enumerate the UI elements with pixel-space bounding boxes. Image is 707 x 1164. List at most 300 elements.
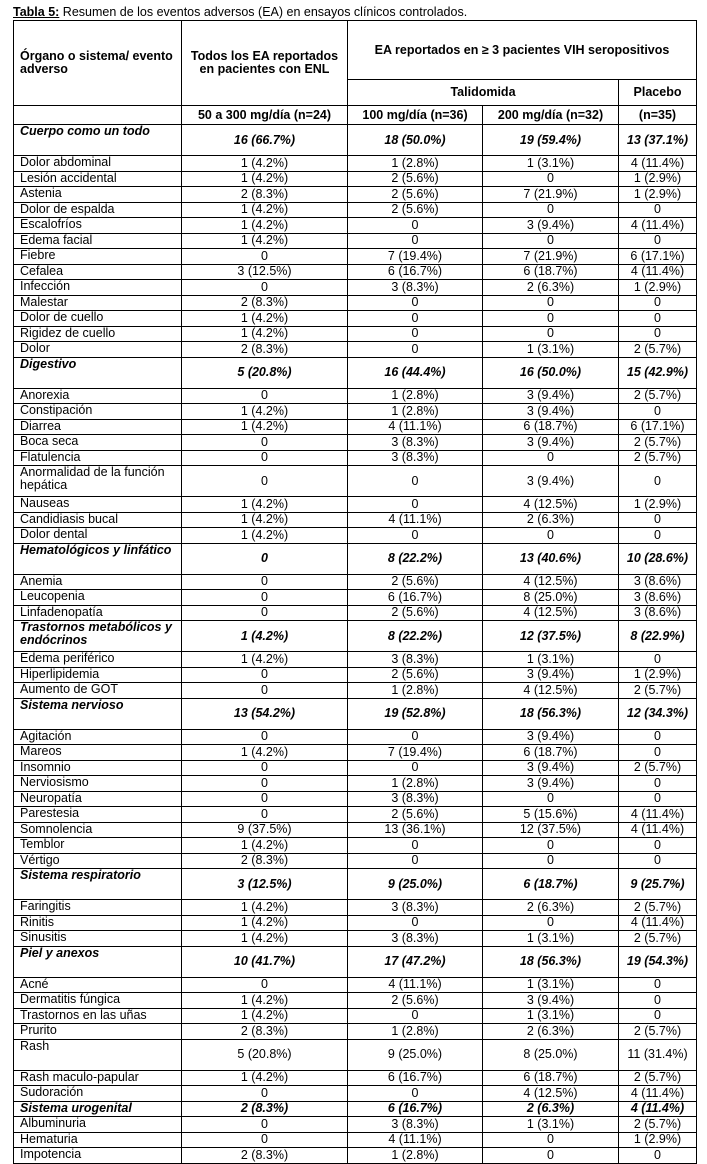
value-enl: 1 (4.2%) (182, 156, 348, 172)
value-enl: 5 (20.8%) (182, 357, 348, 388)
event-label: Escalofríos (14, 218, 182, 234)
category-label: Trastornos metabólicos y endócrinos (14, 621, 182, 652)
value-placebo: 0 (619, 1148, 697, 1164)
value-enl: 0 (182, 1117, 348, 1133)
event-label: Hematuria (14, 1132, 182, 1148)
header-col-200: 200 mg/día (n=32) (483, 106, 619, 125)
value-placebo: 0 (619, 466, 697, 497)
value-200mg: 7 (21.9%) (483, 249, 619, 265)
value-100mg: 13 (36.1%) (348, 822, 483, 838)
value-placebo: 0 (619, 233, 697, 249)
value-100mg: 2 (5.6%) (348, 171, 483, 187)
value-200mg: 3 (9.4%) (483, 729, 619, 745)
header-col-enl: 50 a 300 mg/día (n=24) (182, 106, 348, 125)
value-100mg: 0 (348, 295, 483, 311)
value-100mg: 2 (5.6%) (348, 605, 483, 621)
event-label: Boca seca (14, 435, 182, 451)
event-label: Fiebre (14, 249, 182, 265)
value-200mg: 8 (25.0%) (483, 1039, 619, 1070)
table-row (14, 791, 697, 807)
value-enl: 9 (37.5%) (182, 822, 348, 838)
value-placebo: 0 (619, 993, 697, 1009)
value-enl: 1 (4.2%) (182, 218, 348, 234)
table-row (14, 760, 697, 776)
value-placebo: 0 (619, 745, 697, 761)
event-label: Leucopenia (14, 590, 182, 606)
event-label: Dolor de cuello (14, 311, 182, 327)
value-enl: 0 (182, 590, 348, 606)
table-row (14, 605, 697, 621)
value-enl: 0 (182, 729, 348, 745)
value-100mg: 0 (348, 311, 483, 327)
value-100mg: 0 (348, 466, 483, 497)
value-enl: 1 (4.2%) (182, 900, 348, 916)
value-enl: 0 (182, 605, 348, 621)
table-row (14, 326, 697, 342)
event-label: Sudoración (14, 1086, 182, 1102)
value-placebo: 4 (11.4%) (619, 1086, 697, 1102)
value-200mg: 19 (59.4%) (483, 125, 619, 156)
value-placebo: 0 (619, 528, 697, 544)
table-row (14, 900, 697, 916)
event-label: Constipación (14, 404, 182, 420)
table-row (14, 1132, 697, 1148)
value-100mg: 0 (348, 528, 483, 544)
value-placebo: 4 (11.4%) (619, 807, 697, 823)
value-200mg: 1 (3.1%) (483, 156, 619, 172)
value-200mg: 3 (9.4%) (483, 667, 619, 683)
value-enl: 0 (182, 543, 348, 574)
value-100mg: 1 (2.8%) (348, 404, 483, 420)
value-enl: 0 (182, 1132, 348, 1148)
event-label: Rinitis (14, 915, 182, 931)
value-200mg: 0 (483, 202, 619, 218)
event-label: Impotencia (14, 1148, 182, 1164)
value-placebo: 2 (5.7%) (619, 1024, 697, 1040)
table-row (14, 404, 697, 420)
value-placebo: 2 (5.7%) (619, 760, 697, 776)
value-enl: 0 (182, 683, 348, 699)
value-enl: 5 (20.8%) (182, 1039, 348, 1070)
table-row (14, 1070, 697, 1086)
table-body (14, 125, 697, 1164)
value-200mg: 0 (483, 295, 619, 311)
value-100mg: 3 (8.3%) (348, 900, 483, 916)
value-enl: 2 (8.3%) (182, 1148, 348, 1164)
event-label: Rigidez de cuello (14, 326, 182, 342)
value-100mg: 16 (44.4%) (348, 357, 483, 388)
value-200mg: 0 (483, 791, 619, 807)
table-row (14, 993, 697, 1009)
event-label: Nerviosismo (14, 776, 182, 792)
category-row (14, 946, 697, 977)
value-100mg: 1 (2.8%) (348, 388, 483, 404)
value-enl: 0 (182, 388, 348, 404)
table-row (14, 218, 697, 234)
table-row (14, 683, 697, 699)
value-placebo: 4 (11.4%) (619, 156, 697, 172)
table-row (14, 652, 697, 668)
value-200mg: 4 (12.5%) (483, 683, 619, 699)
value-enl: 2 (8.3%) (182, 1101, 348, 1117)
category-row (14, 621, 697, 652)
header-col-100: 100 mg/día (n=36) (348, 106, 483, 125)
category-label: Hematológicos y linfático (14, 543, 182, 574)
table-row (14, 466, 697, 497)
value-enl: 0 (182, 280, 348, 296)
value-100mg: 0 (348, 729, 483, 745)
event-label: Malestar (14, 295, 182, 311)
value-enl: 1 (4.2%) (182, 652, 348, 668)
value-100mg: 2 (5.6%) (348, 993, 483, 1009)
category-row (14, 698, 697, 729)
value-100mg: 0 (348, 1008, 483, 1024)
table-row (14, 249, 697, 265)
table-row (14, 1086, 697, 1102)
event-label: Flatulencia (14, 450, 182, 466)
table-row (14, 342, 697, 358)
value-100mg: 0 (348, 760, 483, 776)
category-label: Sistema nervioso (14, 698, 182, 729)
event-label: Parestesia (14, 807, 182, 823)
table-row (14, 574, 697, 590)
value-100mg: 2 (5.6%) (348, 667, 483, 683)
event-label: Dolor dental (14, 528, 182, 544)
table-row (14, 590, 697, 606)
value-100mg: 6 (16.7%) (348, 590, 483, 606)
value-200mg: 0 (483, 450, 619, 466)
value-100mg: 0 (348, 342, 483, 358)
value-placebo: 10 (28.6%) (619, 543, 697, 574)
value-placebo: 0 (619, 1008, 697, 1024)
category-label: Sistema urogenital (14, 1101, 182, 1117)
category-label: Piel y anexos (14, 946, 182, 977)
value-enl: 0 (182, 466, 348, 497)
value-200mg: 1 (3.1%) (483, 342, 619, 358)
value-200mg: 6 (18.7%) (483, 745, 619, 761)
table-row (14, 202, 697, 218)
value-100mg: 2 (5.6%) (348, 202, 483, 218)
event-label: Dolor (14, 342, 182, 358)
value-100mg: 0 (348, 853, 483, 869)
value-100mg: 8 (22.2%) (348, 621, 483, 652)
value-enl: 1 (4.2%) (182, 326, 348, 342)
value-200mg: 3 (9.4%) (483, 388, 619, 404)
value-placebo: 2 (5.7%) (619, 388, 697, 404)
category-label: Digestivo (14, 357, 182, 388)
value-placebo: 9 (25.7%) (619, 869, 697, 900)
value-enl: 0 (182, 1086, 348, 1102)
caption-text: Resumen de los eventos adversos (EA) en ensayos clínicos controlados. (59, 5, 468, 19)
value-enl: 2 (8.3%) (182, 853, 348, 869)
category-row (14, 357, 697, 388)
value-100mg: 7 (19.4%) (348, 745, 483, 761)
value-placebo: 0 (619, 202, 697, 218)
value-200mg: 0 (483, 233, 619, 249)
value-100mg: 0 (348, 218, 483, 234)
value-enl: 13 (54.2%) (182, 698, 348, 729)
value-placebo: 1 (2.9%) (619, 667, 697, 683)
value-200mg: 8 (25.0%) (483, 590, 619, 606)
value-100mg: 9 (25.0%) (348, 869, 483, 900)
value-enl: 3 (12.5%) (182, 869, 348, 900)
value-placebo: 1 (2.9%) (619, 497, 697, 513)
table-row (14, 1117, 697, 1133)
header-all-ea: Todos los EA reportados en pacientes con ENL (182, 21, 348, 106)
value-200mg: 2 (6.3%) (483, 512, 619, 528)
value-100mg: 0 (348, 326, 483, 342)
value-enl: 2 (8.3%) (182, 1024, 348, 1040)
value-placebo: 2 (5.7%) (619, 931, 697, 947)
value-100mg: 2 (5.6%) (348, 574, 483, 590)
category-label: Cuerpo como un todo (14, 125, 182, 156)
event-label: Dolor de espalda (14, 202, 182, 218)
value-200mg: 3 (9.4%) (483, 435, 619, 451)
value-placebo: 19 (54.3%) (619, 946, 697, 977)
table-row (14, 264, 697, 280)
value-placebo: 0 (619, 776, 697, 792)
value-placebo: 11 (31.4%) (619, 1039, 697, 1070)
value-enl: 0 (182, 435, 348, 451)
event-label: Agitación (14, 729, 182, 745)
value-100mg: 6 (16.7%) (348, 1101, 483, 1117)
value-100mg: 0 (348, 497, 483, 513)
value-enl: 1 (4.2%) (182, 1070, 348, 1086)
value-placebo: 0 (619, 838, 697, 854)
value-enl: 0 (182, 977, 348, 993)
value-100mg: 3 (8.3%) (348, 280, 483, 296)
value-placebo: 1 (2.9%) (619, 280, 697, 296)
value-100mg: 7 (19.4%) (348, 249, 483, 265)
event-label: Candidiasis bucal (14, 512, 182, 528)
table-caption (13, 5, 707, 19)
value-placebo: 2 (5.7%) (619, 1117, 697, 1133)
value-enl: 0 (182, 776, 348, 792)
value-enl: 1 (4.2%) (182, 931, 348, 947)
value-placebo: 2 (5.7%) (619, 435, 697, 451)
value-100mg: 0 (348, 1086, 483, 1102)
table-row (14, 776, 697, 792)
value-100mg: 1 (2.8%) (348, 156, 483, 172)
value-enl: 1 (4.2%) (182, 528, 348, 544)
table-row (14, 435, 697, 451)
category-row (14, 1101, 697, 1117)
event-label: Cefalea (14, 264, 182, 280)
value-placebo: 0 (619, 404, 697, 420)
value-enl: 1 (4.2%) (182, 202, 348, 218)
table-row (14, 838, 697, 854)
table-row (14, 822, 697, 838)
table-row (14, 497, 697, 513)
value-200mg: 18 (56.3%) (483, 946, 619, 977)
value-placebo: 3 (8.6%) (619, 605, 697, 621)
value-placebo: 3 (8.6%) (619, 590, 697, 606)
value-placebo: 3 (8.6%) (619, 574, 697, 590)
value-200mg: 3 (9.4%) (483, 760, 619, 776)
table-row (14, 729, 697, 745)
value-200mg: 5 (15.6%) (483, 807, 619, 823)
value-200mg: 1 (3.1%) (483, 931, 619, 947)
value-placebo: 0 (619, 977, 697, 993)
category-row (14, 125, 697, 156)
value-placebo: 0 (619, 326, 697, 342)
value-placebo: 12 (34.3%) (619, 698, 697, 729)
value-200mg: 13 (40.6%) (483, 543, 619, 574)
value-100mg: 0 (348, 838, 483, 854)
event-label: Diarrea (14, 419, 182, 435)
event-label: Astenia (14, 187, 182, 203)
category-label: Sistema respiratorio (14, 869, 182, 900)
value-placebo: 2 (5.7%) (619, 342, 697, 358)
value-200mg: 0 (483, 915, 619, 931)
value-100mg: 3 (8.3%) (348, 931, 483, 947)
event-label: Infección (14, 280, 182, 296)
event-label: Edema periférico (14, 652, 182, 668)
value-placebo: 4 (11.4%) (619, 822, 697, 838)
table-row (14, 977, 697, 993)
value-placebo: 6 (17.1%) (619, 419, 697, 435)
value-100mg: 19 (52.8%) (348, 698, 483, 729)
value-200mg: 6 (18.7%) (483, 419, 619, 435)
event-label: Lesión accidental (14, 171, 182, 187)
value-enl: 0 (182, 249, 348, 265)
value-200mg: 0 (483, 853, 619, 869)
value-200mg: 3 (9.4%) (483, 218, 619, 234)
value-100mg: 0 (348, 915, 483, 931)
table-row (14, 156, 697, 172)
table-row (14, 915, 697, 931)
value-200mg: 4 (12.5%) (483, 605, 619, 621)
value-enl: 1 (4.2%) (182, 915, 348, 931)
value-100mg: 2 (5.6%) (348, 187, 483, 203)
value-200mg: 1 (3.1%) (483, 1008, 619, 1024)
value-enl: 10 (41.7%) (182, 946, 348, 977)
value-200mg: 1 (3.1%) (483, 652, 619, 668)
value-enl: 1 (4.2%) (182, 419, 348, 435)
value-100mg: 2 (5.6%) (348, 807, 483, 823)
event-label: Albuminuria (14, 1117, 182, 1133)
value-placebo: 1 (2.9%) (619, 1132, 697, 1148)
value-placebo: 0 (619, 652, 697, 668)
value-placebo: 0 (619, 512, 697, 528)
value-200mg: 6 (18.7%) (483, 869, 619, 900)
event-label: Linfadenopatía (14, 605, 182, 621)
value-placebo: 4 (11.4%) (619, 1101, 697, 1117)
event-label: Hiperlipidemia (14, 667, 182, 683)
event-label: Insomnio (14, 760, 182, 776)
value-enl: 0 (182, 667, 348, 683)
table-row (14, 419, 697, 435)
value-100mg: 3 (8.3%) (348, 652, 483, 668)
value-placebo: 0 (619, 791, 697, 807)
value-200mg: 12 (37.5%) (483, 822, 619, 838)
table-row (14, 1008, 697, 1024)
value-200mg: 0 (483, 171, 619, 187)
value-200mg: 4 (12.5%) (483, 574, 619, 590)
table-row (14, 528, 697, 544)
value-enl: 1 (4.2%) (182, 311, 348, 327)
value-200mg: 7 (21.9%) (483, 187, 619, 203)
value-100mg: 6 (16.7%) (348, 264, 483, 280)
event-label: Faringitis (14, 900, 182, 916)
value-200mg: 3 (9.4%) (483, 993, 619, 1009)
event-label: Edema facial (14, 233, 182, 249)
value-enl: 1 (4.2%) (182, 171, 348, 187)
value-100mg: 8 (22.2%) (348, 543, 483, 574)
header-ea-hiv: EA reportados en ≥ 3 pacientes VIH seropositivos (348, 21, 697, 80)
value-enl: 2 (8.3%) (182, 187, 348, 203)
value-200mg: 18 (56.3%) (483, 698, 619, 729)
value-placebo: 2 (5.7%) (619, 683, 697, 699)
table-row (14, 311, 697, 327)
header-col-placebo: (n=35) (619, 106, 697, 125)
event-label: Trastornos en las uñas (14, 1008, 182, 1024)
table-row (14, 931, 697, 947)
table-row (14, 295, 697, 311)
table-row (14, 171, 697, 187)
value-placebo: 4 (11.4%) (619, 264, 697, 280)
value-enl: 1 (4.2%) (182, 1008, 348, 1024)
value-placebo: 0 (619, 295, 697, 311)
table-row (14, 233, 697, 249)
event-label: Nauseas (14, 497, 182, 513)
value-200mg: 0 (483, 1148, 619, 1164)
header-organ: Órgano o sistema/ evento adverso (14, 21, 182, 106)
event-label: Dermatitis fúngica (14, 993, 182, 1009)
event-label: Rash maculo-papular (14, 1070, 182, 1086)
value-placebo: 15 (42.9%) (619, 357, 697, 388)
value-enl: 1 (4.2%) (182, 745, 348, 761)
event-label: Sinusitis (14, 931, 182, 947)
value-100mg: 3 (8.3%) (348, 435, 483, 451)
table-row (14, 280, 697, 296)
value-100mg: 4 (11.1%) (348, 419, 483, 435)
event-label: Vértigo (14, 853, 182, 869)
value-100mg: 1 (2.8%) (348, 1024, 483, 1040)
event-label: Neuropatía (14, 791, 182, 807)
table-row (14, 1039, 697, 1070)
table-row (14, 187, 697, 203)
value-placebo: 0 (619, 729, 697, 745)
value-placebo: 6 (17.1%) (619, 249, 697, 265)
value-enl: 0 (182, 574, 348, 590)
value-200mg: 2 (6.3%) (483, 1024, 619, 1040)
value-enl: 0 (182, 807, 348, 823)
event-label: Mareos (14, 745, 182, 761)
value-placebo: 0 (619, 311, 697, 327)
value-placebo: 1 (2.9%) (619, 171, 697, 187)
value-enl: 0 (182, 760, 348, 776)
value-100mg: 3 (8.3%) (348, 1117, 483, 1133)
value-200mg: 2 (6.3%) (483, 1101, 619, 1117)
value-200mg: 0 (483, 311, 619, 327)
value-placebo: 8 (22.9%) (619, 621, 697, 652)
value-placebo: 4 (11.4%) (619, 915, 697, 931)
table-row (14, 450, 697, 466)
table-row (14, 512, 697, 528)
table-row (14, 388, 697, 404)
value-placebo: 13 (37.1%) (619, 125, 697, 156)
value-placebo: 2 (5.7%) (619, 1070, 697, 1086)
value-100mg: 17 (47.2%) (348, 946, 483, 977)
value-200mg: 4 (12.5%) (483, 497, 619, 513)
value-100mg: 4 (11.1%) (348, 512, 483, 528)
value-200mg: 1 (3.1%) (483, 1117, 619, 1133)
event-label: Acné (14, 977, 182, 993)
event-label: Somnolencia (14, 822, 182, 838)
value-enl: 0 (182, 450, 348, 466)
table-row (14, 1148, 697, 1164)
